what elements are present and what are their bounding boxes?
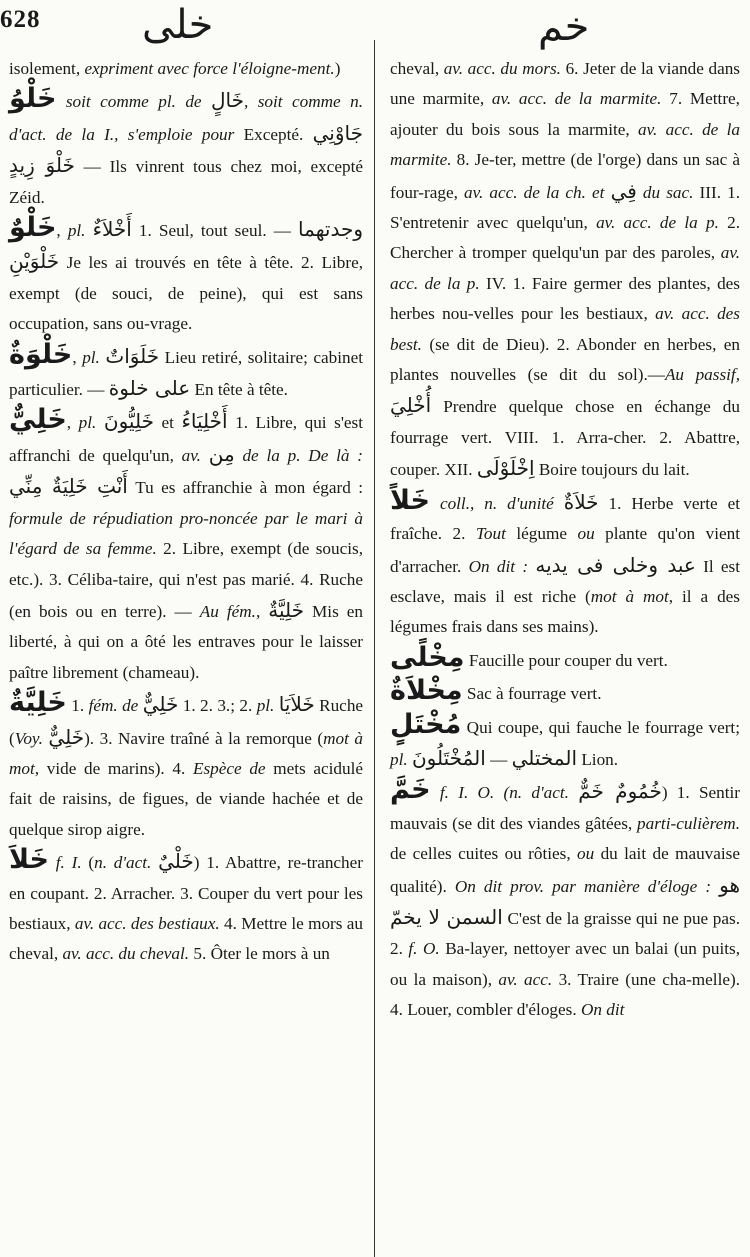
arabic-form: خَلِيٌّ bbox=[142, 692, 179, 717]
entry-text bbox=[569, 783, 578, 802]
entry-annotation: Au passif, bbox=[664, 365, 740, 385]
entry-annotation: fém. de bbox=[88, 696, 139, 716]
entry-text: , bbox=[66, 413, 79, 433]
entry-text bbox=[711, 877, 719, 896]
entry-text bbox=[430, 494, 440, 513]
dictionary-entry bbox=[9, 688, 363, 845]
entry-text: Ruche ( bbox=[9, 696, 364, 748]
arabic-form: المختلي bbox=[511, 745, 578, 770]
entry-annotation: soit comme pl. de bbox=[56, 92, 211, 112]
entry-text bbox=[49, 853, 56, 872]
entry-text bbox=[431, 783, 440, 802]
entry-text: 3. Traire (une cha-melle). 4. Louer, combler d'éloges. bbox=[390, 969, 741, 1020]
arabic-form: فِي bbox=[610, 178, 637, 203]
arabic-form: عبد وخلى فى يديه bbox=[535, 552, 696, 577]
entry-annotation: coll., n. d'unité bbox=[439, 493, 554, 513]
entry-text: ) bbox=[334, 59, 341, 78]
entry-text: (se dit de Dieu). 2. Abonder en herbes, en plantes nouvelles (se dit du sol).— bbox=[390, 334, 740, 385]
entry-text: Faucille pour couper du vert. bbox=[464, 650, 668, 670]
entry-annotation: f. O. bbox=[408, 939, 440, 959]
headword: خَلْوَةٌ bbox=[9, 338, 73, 370]
entry-text: ( bbox=[81, 853, 95, 873]
entry-annotation: av. acc. du mors. bbox=[443, 59, 561, 78]
page-number: 628 bbox=[0, 6, 41, 33]
column-divider bbox=[374, 40, 375, 1257]
entry-annotation: f. I. bbox=[55, 853, 82, 873]
arabic-form: مِن bbox=[208, 441, 235, 466]
entry-text: En tête à tête. bbox=[190, 380, 288, 400]
entry-text: 1. Libre, qui s'est affranchi de quelqu'un, bbox=[9, 413, 364, 465]
entry-text: Tu es affranchie à mon égard : bbox=[127, 478, 363, 498]
entry-annotation: pl. bbox=[67, 221, 86, 241]
entry-text bbox=[85, 221, 92, 240]
headword: مُخْتَلٍ bbox=[390, 708, 462, 740]
headword: خَلاَ bbox=[9, 844, 49, 876]
entry-annotation: ou bbox=[577, 844, 595, 864]
right-column bbox=[390, 54, 740, 1026]
entry-text: Lieu retiré, solitaire; cabinet particulier. — bbox=[9, 347, 364, 400]
entry-annotation: av. acc. du cheval. bbox=[62, 944, 190, 964]
page-header bbox=[0, 0, 750, 56]
entry-annotation: av. acc. des best. bbox=[390, 304, 741, 354]
headword: خَلِيَّةٌ bbox=[9, 687, 67, 719]
entry-text: cheval, bbox=[390, 59, 444, 78]
entry-annotation: On dit : bbox=[468, 556, 529, 576]
headword: مِخْلاَةٌ bbox=[390, 675, 463, 707]
entry-annotation: Au fém. bbox=[199, 601, 256, 621]
headword: خَلِيٌّ bbox=[9, 404, 67, 436]
entry-text: Excepté. bbox=[243, 124, 313, 144]
entry-text: Sac à fourrage vert. bbox=[462, 684, 602, 704]
entry-text: , bbox=[255, 601, 269, 621]
arabic-form: خَلاَيَا bbox=[278, 692, 315, 717]
entry-text: légume bbox=[505, 524, 578, 544]
entry-text bbox=[554, 494, 564, 513]
headword: خَلاً bbox=[390, 484, 430, 516]
headword: خَمَّ bbox=[390, 774, 431, 806]
entry-annotation: av. bbox=[181, 445, 201, 465]
entry-annotation: pl. bbox=[78, 413, 97, 433]
entry-annotation: formule de répudiation pro-noncée par le mari à l'égard de sa femme. bbox=[9, 508, 363, 559]
entry-text: , vide de marins). 4. bbox=[34, 758, 193, 778]
headword: خَلْوٌ bbox=[9, 212, 57, 244]
entry-annotation: av. acc. de la marmite. bbox=[491, 89, 662, 109]
dictionary-entry bbox=[390, 710, 740, 776]
entry-text: IV. 1. Faire germer des plantes, des herbes nou-velles pour les bestiaux, bbox=[390, 273, 740, 324]
entry-text: 2. Chercher à tromper quelqu'un par des paroles, bbox=[390, 213, 741, 263]
entry-text: — Ils vinrent tous chez moi, excepté Zéid. bbox=[9, 157, 363, 207]
arabic-form: خَالٍ bbox=[211, 88, 244, 113]
entry-annotation: av. acc. des bestiaux. bbox=[74, 913, 220, 933]
arabic-form: خَلِيَّةٌ bbox=[268, 597, 305, 622]
running-head-left: خلی bbox=[142, 2, 214, 48]
arabic-form: على خلوة bbox=[108, 376, 191, 401]
entry-text: 8. Je-ter, mettre (de l'orge) dans un sac à four-rage, bbox=[390, 150, 740, 202]
arabic-form: خَلاَةٌ bbox=[563, 489, 599, 514]
entry-text: , bbox=[72, 347, 83, 367]
entry-text: 1. Seul, tout seul. — bbox=[131, 221, 299, 241]
entry-text: Lion. bbox=[577, 749, 619, 769]
entry-text: de celles cuites ou rôties, bbox=[390, 844, 578, 864]
entry-annotation: av. acc. de la p. bbox=[390, 243, 740, 293]
entry-annotation: pl. bbox=[256, 696, 275, 716]
headword: خَلْوُ bbox=[9, 83, 57, 115]
entry-text: mets acidulé fait de raisins, de figues, de viande hachée et de quelque sirop aigre. bbox=[9, 758, 364, 839]
arabic-form: أَخْلِيَاءُ bbox=[181, 409, 228, 434]
entry-text: 1. Herbe verte et fraîche. 2. bbox=[390, 493, 740, 544]
entry-text: 7. Mettre, ajouter du bois sous la marmite, bbox=[390, 89, 740, 139]
entry-text: Il est esclave, mais il est riche ( bbox=[390, 556, 741, 606]
dictionary-entry bbox=[390, 676, 740, 709]
entry-annotation: av. acc. de la ch. et bbox=[464, 182, 605, 202]
entry-text: ) 1. Abattre, re-trancher en coupant. 2. Arracher. 3. Couper du vert pour les bestiaux, bbox=[9, 853, 363, 933]
entry-text: Je les ai trouvés en tête à tête. 2. Libre, exempt (de souci, de peine), qui est sans occupation, sans ou-vrage. bbox=[9, 253, 363, 334]
entry-annotation: av. acc. de la p. bbox=[596, 213, 719, 233]
entry-annotation: expriment avec force l'éloigne-ment. bbox=[84, 59, 335, 78]
dictionary-entry bbox=[390, 486, 740, 643]
entry-annotation: n. d'act. bbox=[94, 853, 152, 873]
entry-text: 1. bbox=[66, 696, 89, 716]
entry-annotation: ou bbox=[577, 524, 595, 544]
entry-text: isolement, bbox=[9, 59, 85, 78]
left-column bbox=[9, 54, 363, 970]
arabic-form: أُخْلِيَ bbox=[390, 393, 432, 418]
entry-text: C'est de la graisse qui ne pue pas. 2. bbox=[390, 908, 741, 959]
dictionary-entry bbox=[390, 775, 740, 1025]
entry-text: 6. Jeter de la viande dans une marmite, bbox=[390, 59, 740, 109]
entry-text: Qui coupe, qui fauche le fourrage vert; bbox=[461, 717, 740, 737]
entry-text: 2. Libre, exempt (de soucis, etc.). 3. Céliba-taire, qui n'est pas marié. 4. Ruche (en bois ou en terre). — bbox=[9, 539, 363, 621]
dictionary-entry bbox=[9, 54, 363, 84]
entry-text: — bbox=[485, 749, 512, 769]
entry-text bbox=[96, 413, 104, 432]
entry-text: ) 1. Sentir mauvais (se dit des viandes gâtées, bbox=[390, 783, 741, 833]
entry-annotation: de la p. De là : bbox=[234, 445, 364, 465]
entry-annotation: pl. bbox=[82, 347, 100, 367]
arabic-form: اِخْلَوْلَى bbox=[476, 456, 535, 481]
running-head-right: خم bbox=[538, 4, 590, 50]
arabic-form: خَلْيٌ bbox=[158, 849, 194, 874]
entry-text: plante qu'on vient d'arracher. bbox=[390, 524, 741, 576]
entry-annotation: du sac. bbox=[636, 182, 694, 202]
headword: مِخْلًى bbox=[390, 641, 465, 673]
entry-text: Boire toujours du lait. bbox=[534, 460, 690, 480]
dictionary-entry bbox=[390, 643, 740, 676]
entry-annotation: mot à mot bbox=[590, 586, 669, 606]
entry-text bbox=[201, 446, 209, 465]
dictionary-entry bbox=[9, 84, 363, 213]
dictionary-entry bbox=[9, 845, 363, 970]
entry-text: ). 3. Navire traîné à la remorque ( bbox=[84, 728, 324, 748]
arabic-form: أَخْلاَءٌ bbox=[92, 217, 132, 242]
dictionary-entry bbox=[9, 340, 363, 406]
dictionary-entry bbox=[9, 405, 363, 688]
entry-annotation: Voy. bbox=[14, 728, 43, 748]
entry-annotation: av. acc. bbox=[498, 969, 553, 989]
entry-annotation: f. I. O. (n. d'act. bbox=[439, 783, 569, 803]
entry-text: 1. 2. 3.; 2. bbox=[178, 696, 257, 716]
dictionary-entry bbox=[390, 54, 740, 486]
entry-annotation: Tout bbox=[475, 524, 506, 544]
entry-text: , il a des légumes frais dans ses mains). bbox=[390, 586, 741, 637]
entry-text: 5. Ôter le mors à un bbox=[189, 944, 330, 964]
arabic-form: جَاوْنِي خَلْوَ زِيدٍ bbox=[9, 120, 363, 178]
arabic-form: خَلِيُّونَ bbox=[103, 409, 154, 434]
entry-text: Prendre quelque chose en échange du fourrage vert. VIII. 1. Arra-cher. 2. Abattre, couper. XII. bbox=[390, 397, 740, 480]
entry-text: et bbox=[153, 413, 182, 433]
entry-annotation: parti-culièrem. bbox=[637, 813, 740, 833]
entry-annotation: On dit prov. par manière d'éloge : bbox=[454, 876, 712, 896]
entry-text: Mis en liberté, à qui on a ôté les entraves pour le laisser paître librement (chameau). bbox=[9, 601, 363, 682]
entry-text: III. 1. S'entretenir avec quelqu'un, bbox=[390, 182, 740, 233]
entry-text: 4. Mettre le mors au cheval, bbox=[9, 913, 363, 964]
entry-annotation: On dit bbox=[580, 1000, 625, 1020]
arabic-form: أَنْتِ خَلِيَةٌ مِنِّي bbox=[9, 474, 128, 499]
entry-text: , bbox=[56, 221, 68, 241]
entry-annotation: pl. bbox=[390, 749, 408, 769]
entry-text: du lait de mauvaise qualité). bbox=[390, 844, 740, 896]
entry-annotation: av. acc. de la marmite. bbox=[390, 119, 741, 170]
entry-text: Ba-layer, nettoyer avec un balai (un puits, ou la maison), bbox=[390, 939, 741, 989]
arabic-form: المُخْتَلُونَ bbox=[411, 745, 486, 770]
entry-annotation: , soit comme n. d'act. de la I., s'emploie pour bbox=[9, 92, 363, 144]
dictionary-entry bbox=[9, 213, 363, 340]
arabic-form: هو السمن لا يخمّ bbox=[390, 872, 740, 929]
arabic-form: خَلِيٌّ bbox=[48, 724, 85, 749]
arabic-form: وجدتهما خَلْوَيْنِ bbox=[9, 217, 364, 274]
arabic-form: خَلَوَاتٌ bbox=[105, 343, 160, 368]
arabic-form: خُمُومٌ خَمٌّ bbox=[578, 779, 662, 804]
entry-annotation: Espèce de bbox=[192, 758, 266, 778]
entry-annotation: mot à mot bbox=[9, 728, 363, 778]
